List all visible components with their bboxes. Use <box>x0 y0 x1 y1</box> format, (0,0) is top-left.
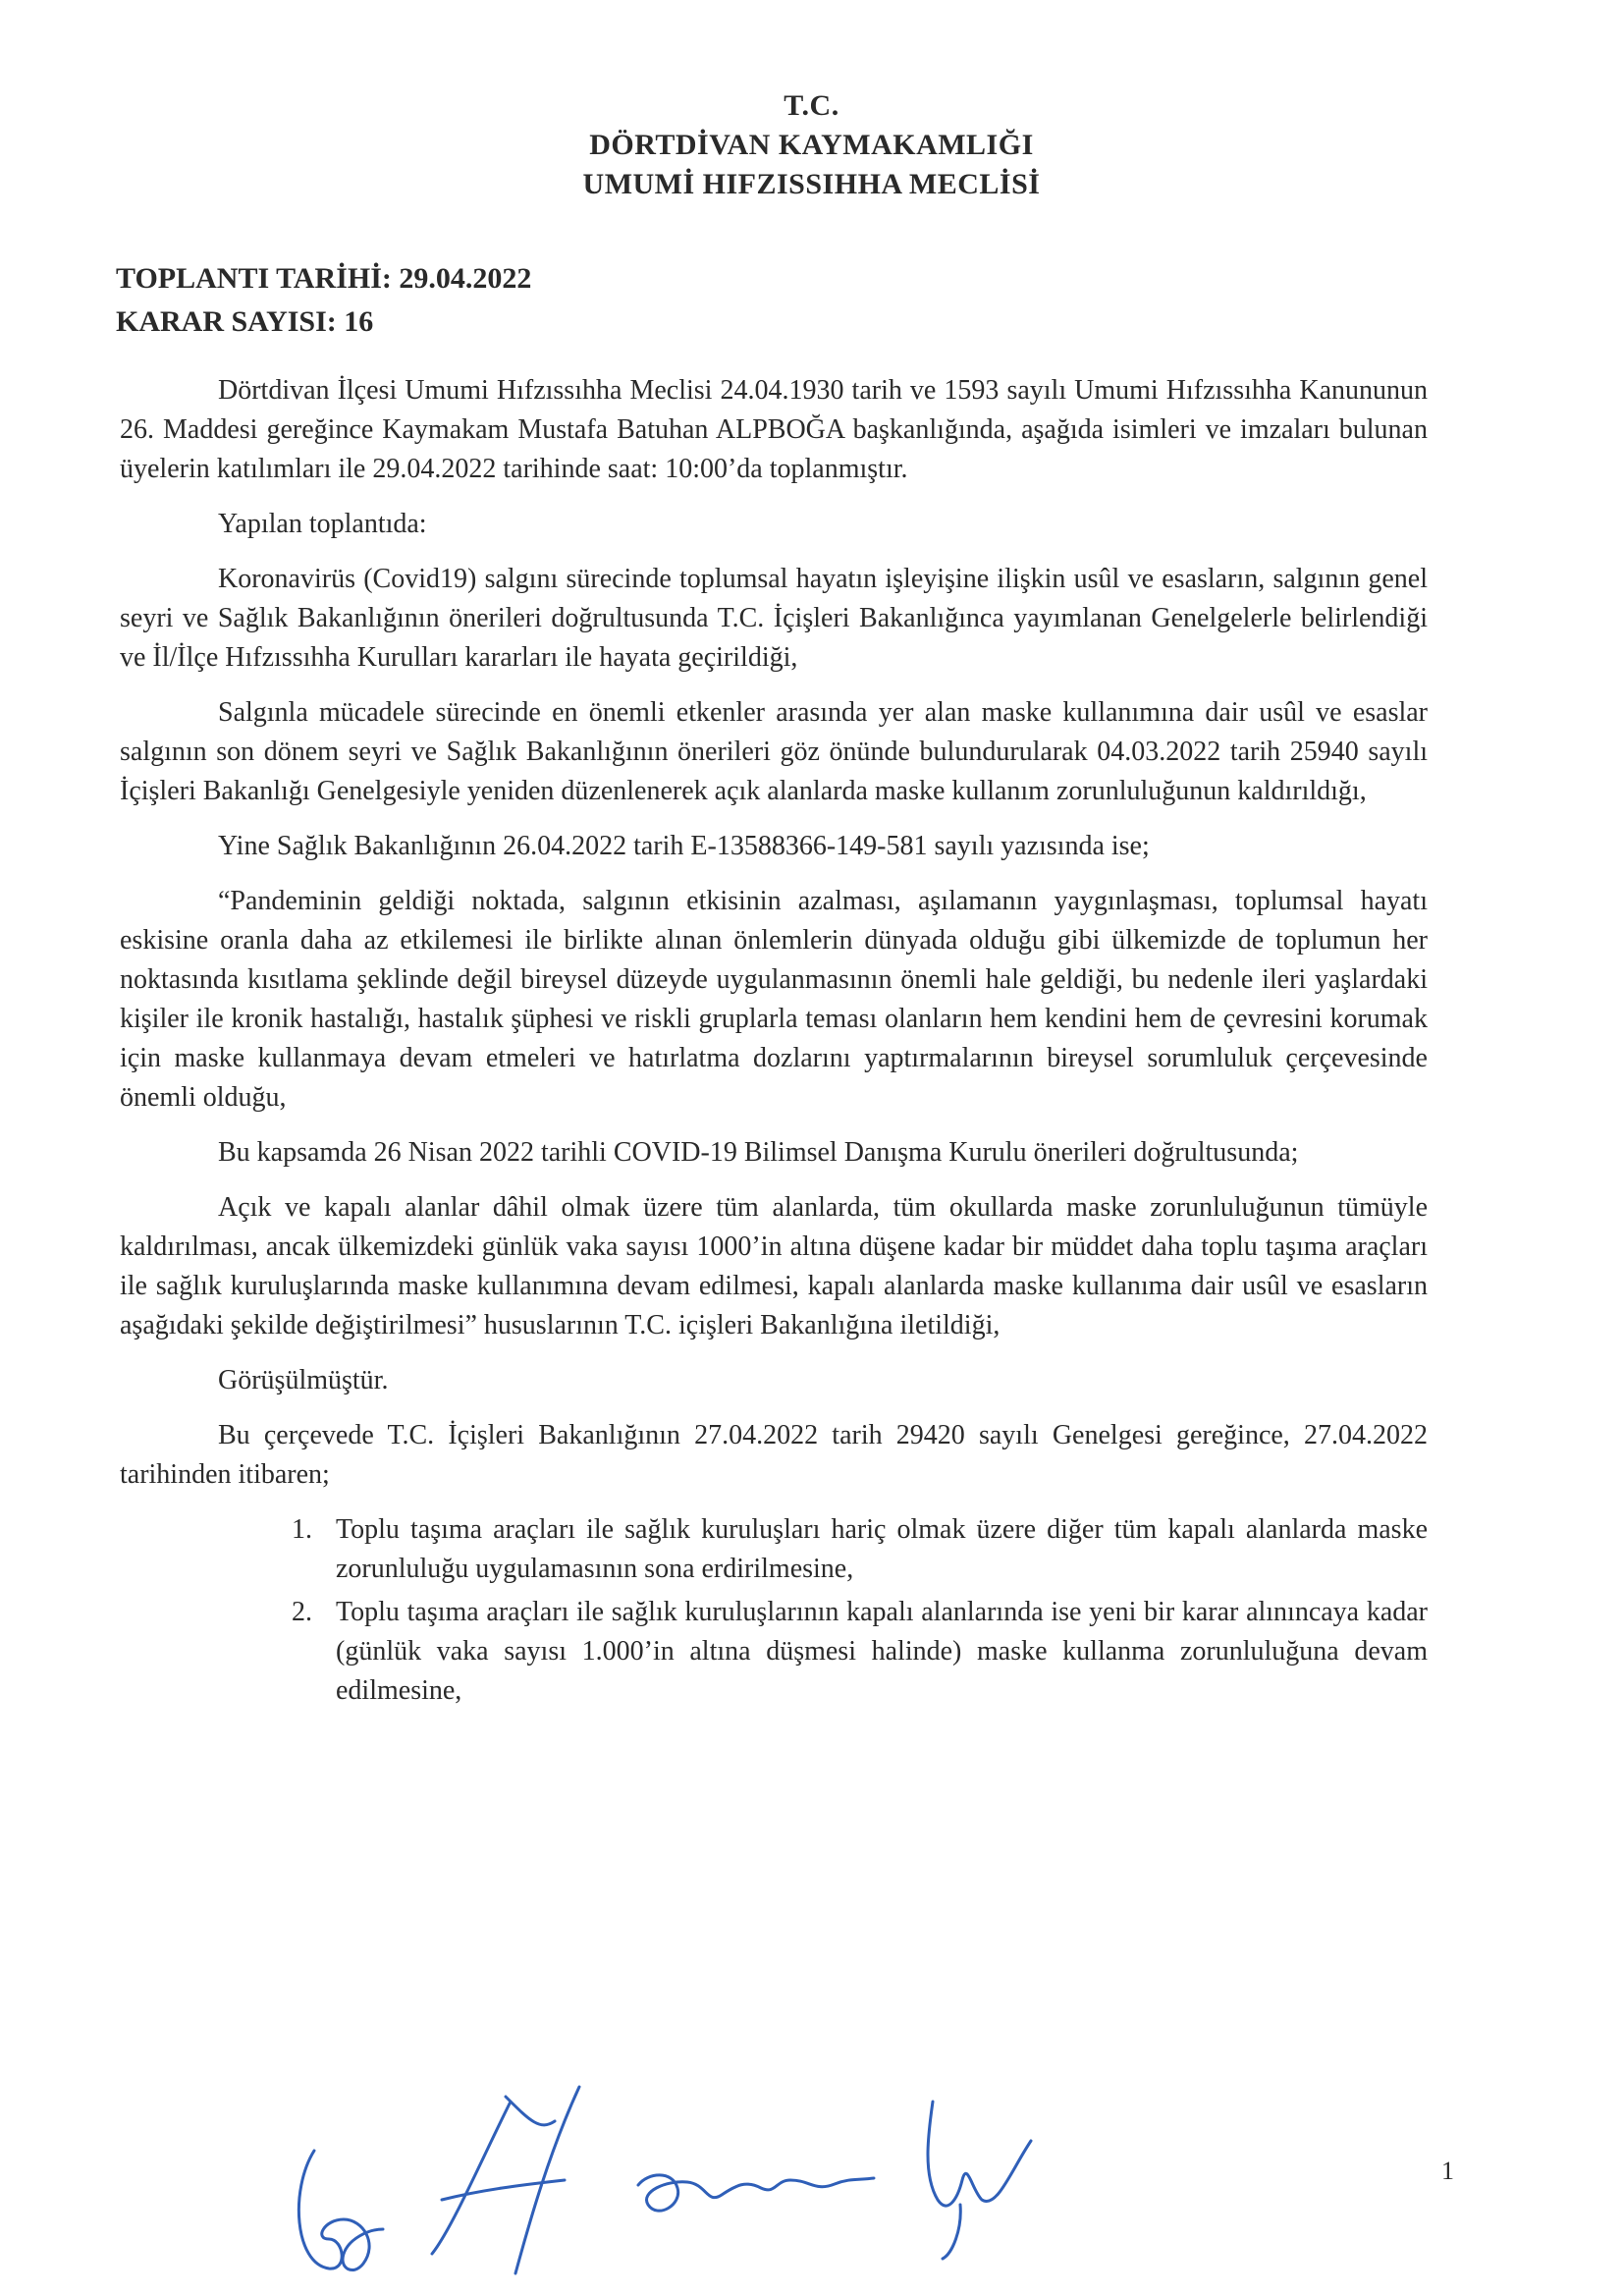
paragraph-covid-rules: Koronavirüs (Covid19) salgını sürecinde toplumsal hayatın işleyişine ilişkin usûl ve esasların, salgının genel seyri ve Sağlık Bakanlığının önerileri doğrultusunda T.C. İçişleri Bakanlığınca yayımlanan Genelgelerle belirlendiği ve İl/İlçe Hıfzıssıhha Kurulları kararları ile hayata geçirildiği, <box>120 564 1428 673</box>
paragraph-mask-rules: Salgınla mücadele sürecinde en önemli etkenler arasında yer alan maske kullanımına dair usûl ve esaslar salgının son dönem seyri ve Sağlık Bakanlığının önerileri göz önünde bulundurularak 04.03.2022 tarih 25940 sayılı İçişleri Bakanlığı Genelgesiyle yeniden düzenlenerek açık alanlarda maske kullanım zorunluluğunun kaldırıldığı, <box>120 697 1428 806</box>
signatures-drawing <box>285 2082 1149 2278</box>
decision-text: Toplu taşıma araçları ile sağlık kuruluşlarının kapalı alanlarında ise yeni bir karar alınıncaya kadar (günlük vaka sayısı 1.000’in altına düşmesi halinde) maske kullanma zorunluluğuna devam edilmesine, <box>336 1597 1428 1706</box>
paragraph-quote: “Pandeminin geldiği noktada, salgının etkisinin azalması, aşılamanın yaygınlaşması, toplumsal hayatı eskisine oranla daha az etkilemesi ile birlikte alınan önlemlerin dünyada olduğu gibi ülkemizde de toplumun her noktasında kısıtlama şeklinde değil bireysel düzeyde uygulanmasının önemli hale geldiği, bu nedenle ileri yaşlardaki kişiler ile kronik hastalığı, hastalık şüphesi ve riskli gruplarla teması olanların hem kendini hem de çevresini korumak için maske kullanmaya devam etmeleri ve hatırlatma dozlarını yaptırmalarının bireysel sorumluluk çerçevesinde önemli olduğu, <box>120 886 1428 1113</box>
signature-4 <box>928 2102 1031 2259</box>
paragraph-ministry-letter: Yine Sağlık Bakanlığının 26.04.2022 tarih E-13588366-149-581 sayılı yazısında ise; <box>218 831 1150 861</box>
decision-text: Toplu taşıma araçları ile sağlık kuruluşları hariç olmak üzere diğer tüm kapalı alanlarda maske zorunluluğu uygulamasının sona erdirilmesine, <box>336 1514 1428 1584</box>
signature-2 <box>432 2087 579 2273</box>
decision-item <box>120 1510 1428 1589</box>
paragraph-discussed: Görüşülmüştür. <box>218 1365 389 1395</box>
page-number: 1 <box>1441 2157 1454 2185</box>
heading-line-tc: T.C. <box>784 89 839 122</box>
decision-number-label: 1. <box>292 1514 312 1545</box>
meeting-meta <box>116 257 531 344</box>
paragraph-framework: Bu çerçevede T.C. İçişleri Bakanlığının 27.04.2022 tarih 29420 sayılı Genelgesi gereğince, 27.04.2022 tarihinden itibaren; <box>120 1420 1428 1490</box>
heading-line-institution: DÖRTDİVAN KAYMAKAMLIĞI <box>589 129 1034 161</box>
signature-3 <box>638 2175 874 2211</box>
signature-area <box>285 2082 1149 2278</box>
document-body <box>120 371 1428 1715</box>
paragraph-intro: Dörtdivan İlçesi Umumi Hıfzıssıhha Meclisi 24.04.1930 tarih ve 1593 sayılı Umumi Hıfzıssıhha Kanununun 26. Maddesi gereğince Kaymakam Mustafa Batuhan ALPBOĞA başkanlığında, aşağıda isimleri ve imzaları bulunan üyelerin katılımları ile 29.04.2022 tarihinde saat: 10:00’da toplanmıştır. <box>120 375 1428 484</box>
meeting-date: TOPLANTI TARİHİ: 29.04.2022 <box>116 262 532 295</box>
heading-line-council: UMUMİ HIFZISSIHHA MECLİSİ <box>582 168 1041 200</box>
paragraph-scope: Bu kapsamda 26 Nisan 2022 tarihli COVID-19 Bilimsel Danışma Kurulu önerileri doğrultusunda; <box>218 1137 1299 1168</box>
decision-item <box>120 1593 1428 1711</box>
paragraph-meeting: Yapılan toplantıda: <box>218 509 427 539</box>
decision-list <box>120 1510 1428 1711</box>
signature-1 <box>298 2151 383 2270</box>
decision-number: KARAR SAYISI: 16 <box>116 305 374 338</box>
decision-number-label: 2. <box>292 1597 312 1627</box>
paragraph-recommendation: Açık ve kapalı alanlar dâhil olmak üzere tüm alanlarda, tüm okullarda maske zorunluluğunun tümüyle kaldırılması, ancak ülkemizdeki günlük vaka sayısı 1000’in altına düşene kadar bir müddet daha toplu taşıma araçları ile sağlık kuruluşlarında maske kullanımına devam edilmesi, kapalı alanlarda maske kullanıma dair usûl ve esasların aşağıdaki şekilde değiştirilmesi” hususlarının T.C. içişleri Bakanlığına iletildiği, <box>120 1192 1428 1340</box>
document-heading <box>0 86 1623 204</box>
